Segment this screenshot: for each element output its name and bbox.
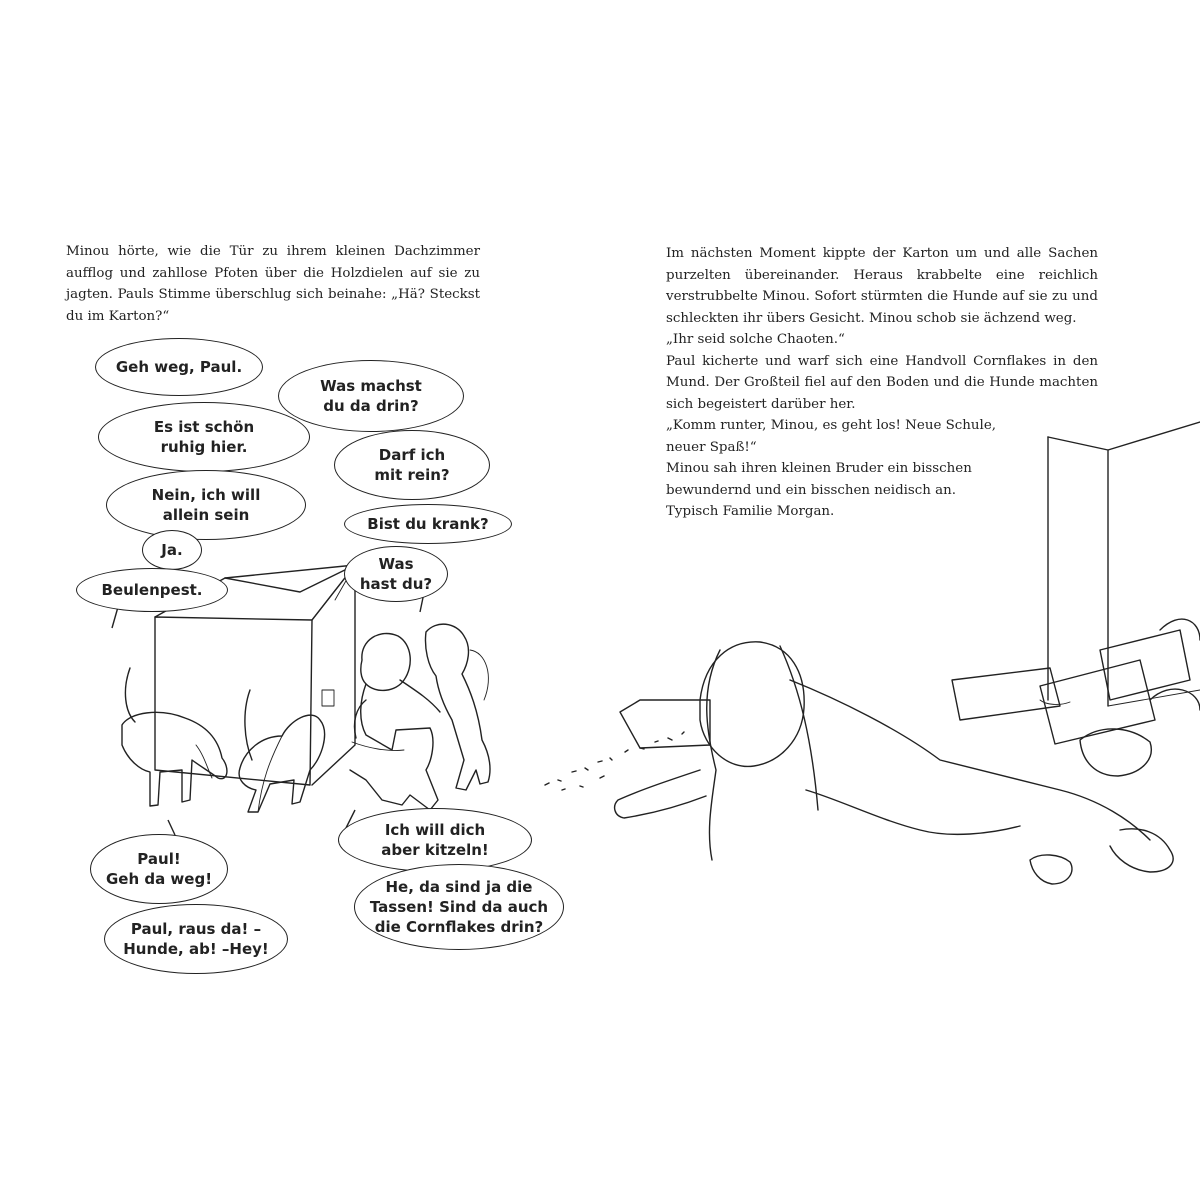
speech-bubble-tassen-cornflakes: He, da sind ja die Tassen! Sind da auch die Cornflakes drin? [354, 864, 564, 950]
right-narration [666, 243, 1098, 523]
left-narration [66, 241, 480, 327]
speech-bubble-was-hast-du: Was hast du? [344, 546, 448, 602]
speech-bubble-raus-da: Paul, raus da! – Hunde, ab! –Hey! [104, 904, 288, 974]
speech-bubble-darf-ich: Darf ich mit rein? [334, 430, 490, 500]
right-narration-line: „Komm runter, Minou, es geht los! Neue Schule, [666, 418, 997, 433]
speech-bubble-paul-geh-da-weg: Paul! Geh da weg! [90, 834, 228, 904]
speech-bubble-beulenpest: Beulenpest. [76, 568, 228, 612]
speech-bubble-schoen-ruhig: Es ist schön ruhig hier. [98, 402, 310, 472]
right-narration-paragraph: Paul kicherte und warf sich eine Handvoll Cornflakes in den Mund. Der Großteil fiel auf den Boden und die Hunde machten sich begeistert darüber her. [666, 353, 1098, 412]
right-narration-line: Typisch Familie Morgan. [666, 504, 835, 519]
right-narration-line: Minou sah ihren kleinen Bruder ein bisschen [666, 461, 972, 476]
right-narration-line: neuer Spaß!“ [666, 439, 757, 455]
speech-bubble-geh-weg: Geh weg, Paul. [95, 338, 263, 396]
right-narration-quote: „Ihr seid solche Chaoten.“ [666, 332, 845, 347]
speech-bubble-was-machst: Was machst du da drin? [278, 360, 464, 432]
right-narration-line: bewundernd und ein bisschen neidisch an. [666, 482, 957, 498]
speech-bubble-allein-sein: Nein, ich will allein sein [106, 470, 306, 540]
right-narration-paragraph: Im nächsten Moment kippte der Karton um und alle Sachen purzelten übereinander. Heraus krabbelte eine reichlich verstrubbelte Minou. Sofort stürmten die Hunde auf sie zu und schleckten ihr übers Gesicht. Minou schob sie ächzend weg. [666, 246, 1098, 326]
speech-bubble-kitzeln: Ich will dich aber kitzeln! [338, 808, 532, 872]
right-page [600, 0, 1200, 1200]
speech-bubble-ja: Ja. [142, 530, 202, 570]
left-narration-text: Minou hörte, wie die Tür zu ihrem kleinen Dachzimmer aufflog und zahllose Pfoten über die Holzdielen auf sie zu jagten. Pauls Stimme überschlug sich beinahe: „Hä? Steckst du im Karton?“ [66, 244, 480, 324]
speech-bubble-krank: Bist du krank? [344, 504, 512, 544]
